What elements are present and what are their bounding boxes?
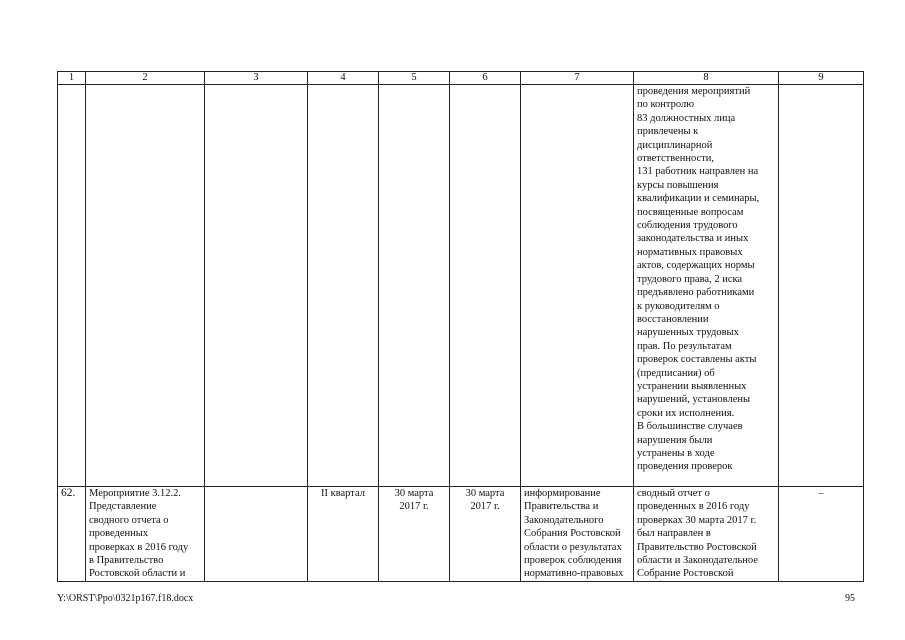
row1-col3	[205, 85, 308, 487]
row2-number: 62.	[58, 487, 86, 582]
row1-col9	[779, 85, 864, 487]
header-cell-5: 5	[379, 72, 450, 85]
header-cell-7: 7	[521, 72, 634, 85]
header-cell-3: 3	[205, 72, 308, 85]
row2-planned-date: 30 марта 2017 г.	[379, 487, 450, 582]
row1-col5	[379, 85, 450, 487]
row1-col6	[450, 85, 521, 487]
row2-expected-result: информирование Правительства и Законодательного Собрания Ростовской области о результатах проверок соблюдения нормативно-правовых	[521, 487, 634, 582]
row1-col2	[86, 85, 205, 487]
row2-term: II квартал	[308, 487, 379, 582]
row2-actual-date: 30 марта 2017 г.	[450, 487, 521, 582]
row1-col7	[521, 85, 634, 487]
row1-result-text: проведения мероприятий по контролю 83 должностных лица привлечены к дисциплинарной ответственности, 131 работник направлен на курсы повышения квалификации и семинары, посвященные вопросам соблюдения трудового законодательства и иных нормативных правовых актов, содержащих нормы трудового права, 2 иска предъявлено работниками к руководителям о восстановлении нарушенных трудовых прав. По результатам проверок составлены акты (предписания) об устранении выявленных нарушений, установлены сроки их исполнения. В большинстве случаев нарушения были устранены в ходе проведения проверок	[634, 85, 779, 487]
header-row	[58, 72, 864, 85]
table-row	[58, 85, 864, 487]
row1-col1	[58, 85, 86, 487]
header-cell-8: 8	[634, 72, 779, 85]
table-row	[58, 487, 864, 582]
header-cell-1: 1	[58, 72, 86, 85]
header-cell-2: 2	[86, 72, 205, 85]
row2-actual-result: сводный отчет о проведенных в 2016 году проверках 30 марта 2017 г. был направлен в Правительство Ростовской области и Законодательное Собрание Ростовской	[634, 487, 779, 582]
header-cell-4: 4	[308, 72, 379, 85]
footer-file-path: Y:\ORST\Ppo\0321p167.f18.docx	[57, 593, 194, 604]
row1-col4	[308, 85, 379, 487]
header-cell-9: 9	[779, 72, 864, 85]
row2-notes: –	[779, 487, 864, 582]
report-table	[57, 71, 864, 582]
page-number: 95	[845, 593, 855, 604]
row2-measure-name: Мероприятие 3.12.2. Представление сводного отчета о проведенных проверках в 2016 году в Правительство Ростовской области и	[86, 487, 205, 582]
row2-col3	[205, 487, 308, 582]
header-cell-6: 6	[450, 72, 521, 85]
